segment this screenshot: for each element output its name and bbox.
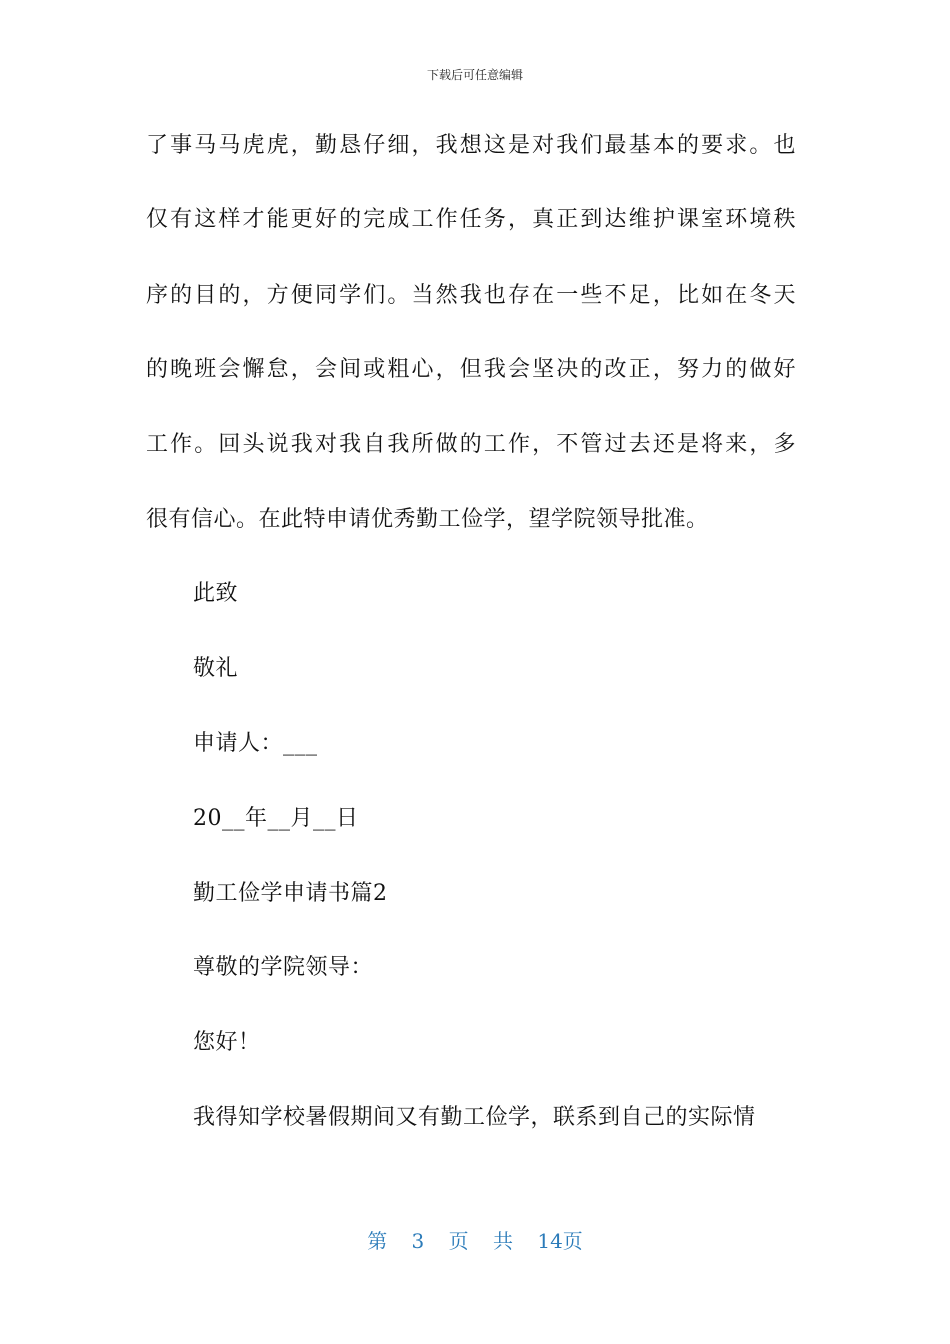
paragraph-line-3: 序的目的，方便同学们。当然我也存在一些不足，比如在冬天	[146, 283, 796, 308]
page-footer	[0, 1225, 950, 1254]
paragraph-line-6: 很有信心。在此特申请优秀勤工俭学，望学院领导批准。	[146, 507, 709, 532]
greeting: 您好！	[193, 1030, 261, 1055]
closing-cizhi: 此致	[193, 581, 239, 606]
paragraph-line-5: 工作。回头说我对我自我所做的工作，不管过去还是将来，多	[146, 432, 796, 457]
section-title: 勤工俭学申请书篇2	[193, 881, 388, 906]
salutation: 尊敬的学院领导：	[193, 955, 374, 980]
footer-page-total: 14页	[537, 1229, 583, 1253]
header-note: 下载后可任意编辑	[426, 68, 523, 82]
paragraph-line-2: 仅有这样才能更好的完成工作任务，真正到达维护课室环境秩	[146, 207, 796, 232]
paragraph-line-4: 的晚班会懈怠，会间或粗心，但我会坚决的改正，努力的做好	[146, 357, 796, 382]
applicant-line: 申请人：___	[193, 731, 318, 756]
footer-page-current: 3	[411, 1229, 425, 1253]
footer-label-di: 第	[367, 1229, 388, 1253]
paragraph-last-line: 我得知学校暑假期间又有勤工俭学，联系到自己的实际情	[193, 1105, 756, 1130]
closing-jingli: 敬礼	[193, 656, 239, 681]
footer-label-gong: 共	[493, 1229, 513, 1253]
paragraph-line-1: 了事马马虎虎，勤恳仔细，我想这是对我们最基本的要求。也	[146, 133, 796, 158]
footer-label-ye: 页	[448, 1229, 469, 1253]
date-line: 20__年__月__日	[193, 806, 359, 831]
